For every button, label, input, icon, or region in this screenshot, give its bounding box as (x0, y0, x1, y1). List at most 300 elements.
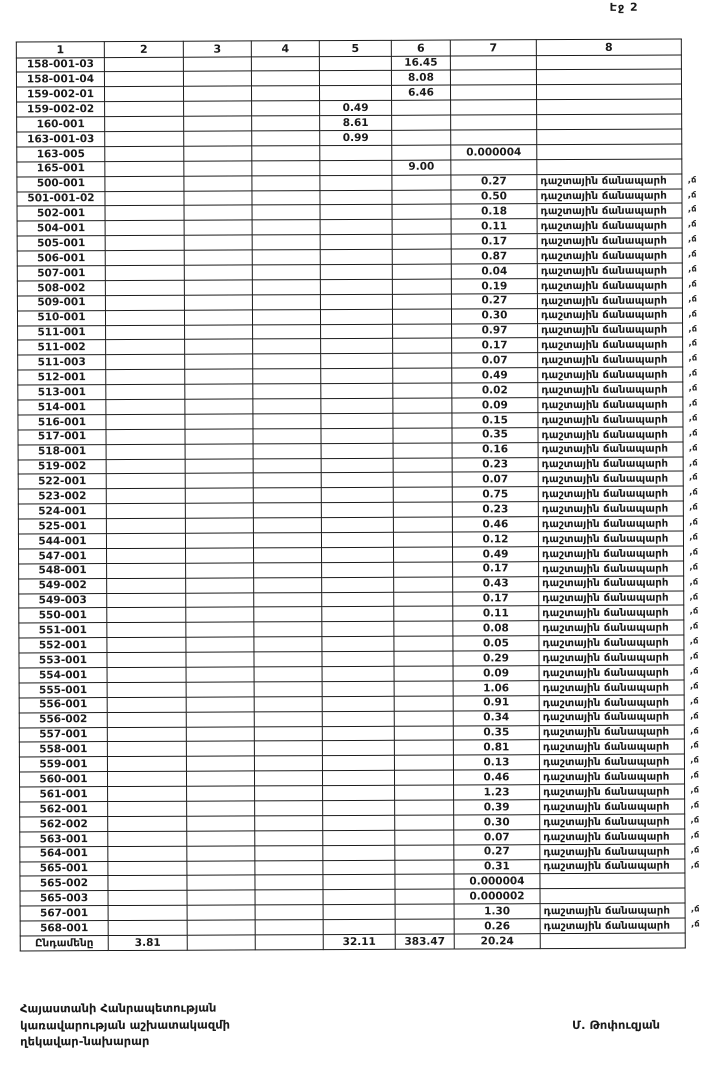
cell-col6 (393, 413, 452, 428)
cell-col7: 0.46 (452, 517, 538, 532)
cell-col8 (540, 844, 700, 860)
cell-col4 (253, 503, 321, 518)
cell-col3 (183, 86, 251, 101)
cell-col8 (537, 293, 697, 309)
overflow-text: ,ճ (689, 606, 699, 617)
cell-col4 (255, 801, 323, 816)
cell-col6 (394, 755, 453, 770)
cell-col5 (322, 771, 394, 786)
cell-col8 (536, 84, 681, 100)
cell-col8 (538, 382, 698, 398)
cell-col6 (392, 234, 451, 249)
cell-col4 (254, 548, 322, 563)
land-use-label: դաշտային ճանապարհ (543, 845, 670, 858)
cell-col4 (255, 845, 323, 860)
parcel-code: 511-001 (18, 325, 106, 340)
column-header: 3 (183, 41, 251, 57)
parcel-code: 505-001 (17, 236, 105, 251)
cell-col5 (322, 622, 394, 637)
cell-col2 (107, 578, 186, 593)
cell-col2 (108, 801, 187, 816)
cell-col8 (538, 501, 698, 517)
land-use-label: դաշտային ճանապարհ (541, 398, 668, 411)
land-use-label: դաշտային ճանապարհ (541, 368, 668, 382)
land-use-label: դաշտային ճանապարհ (541, 457, 669, 471)
cell-col5 (321, 324, 393, 339)
parcel-code: 556-001 (19, 697, 107, 712)
cell-col2 (107, 593, 186, 608)
overflow-text: ,ճ (689, 562, 699, 573)
cell-col6 (393, 502, 452, 517)
cell-col7: 0.12 (452, 532, 538, 547)
cell-col7: 0.19 (451, 279, 537, 294)
overflow-text: ,ճ (690, 904, 700, 915)
parcel-code: 562-001 (20, 802, 108, 817)
cell-col7: 0.27 (451, 293, 537, 308)
land-use-label: դաշտային ճանապարհ (542, 711, 670, 724)
cell-col3 (185, 324, 253, 339)
cell-col8 (539, 605, 699, 621)
parcel-code: 549-003 (19, 593, 107, 608)
cell-col8 (538, 427, 698, 443)
cell-col8 (538, 367, 698, 383)
cell-col2 (108, 861, 187, 876)
cell-col6 (394, 562, 453, 577)
cell-col7 (450, 85, 536, 100)
cell-col5 (323, 785, 395, 800)
land-use-label: դաշտային ճանապարհ (542, 725, 670, 739)
cell-col4 (254, 696, 322, 711)
overflow-text: ,ճ (688, 443, 698, 454)
cell-col8 (537, 248, 697, 264)
parcel-code: 525-001 (18, 519, 106, 534)
cell-col8 (537, 129, 682, 145)
parcel-code: 508-002 (17, 280, 105, 295)
cell-col2 (106, 474, 185, 489)
overflow-text: ,ճ (689, 636, 699, 647)
cell-col4 (253, 414, 321, 429)
cell-col4 (255, 816, 323, 831)
cell-col8 (540, 784, 700, 800)
overflow-text: ,ճ (690, 845, 700, 856)
overflow-text: ,ճ (688, 294, 697, 305)
land-use-label: դաշտային ճանապարհ (542, 740, 670, 754)
land-use-label: դաշտային ճանապարհ (541, 383, 668, 397)
land-use-label: դաշտային ճանապարհ (540, 294, 668, 307)
parcel-code: 512-001 (18, 370, 106, 385)
cell-col6 (393, 428, 452, 443)
land-use-label: դաշտային ճանապարհ (541, 472, 669, 486)
cell-col6: 16.45 (391, 56, 450, 71)
cell-col7: 0.17 (452, 338, 538, 353)
cell-col7: 0.04 (451, 264, 537, 279)
overflow-text: ,ճ (690, 770, 700, 781)
cell-col5 (321, 398, 393, 413)
org-line-2: կառավարության աշխատակազմի (20, 1017, 231, 1032)
cell-col5 (321, 369, 393, 384)
parcel-code: 565-001 (20, 861, 108, 876)
cell-col8 (537, 203, 697, 219)
cell-col3 (187, 890, 255, 905)
cell-col6 (393, 398, 452, 413)
cell-col5 (323, 890, 395, 905)
parcel-code: 556-002 (19, 712, 107, 727)
cell-col2 (106, 459, 185, 474)
land-use-label: դաշտային ճանապարհ (541, 413, 668, 426)
land-use-label: դաշտային ճանապարհ (542, 621, 669, 635)
cell-col3 (186, 682, 254, 697)
cell-col8 (539, 650, 699, 666)
cell-col6 (395, 889, 454, 904)
page-number-label: Էջ 2 (609, 0, 639, 14)
cell-col4 (253, 339, 321, 354)
cell-col7: 0.000004 (454, 874, 540, 889)
land-use-label: դաշտային ճանապարհ (542, 606, 669, 620)
cell-col2 (105, 131, 184, 146)
cell-col2 (105, 101, 184, 116)
column-header: 2 (104, 41, 183, 57)
cell-col8 (537, 144, 682, 160)
cell-col8 (539, 561, 699, 577)
cell-col4 (252, 116, 320, 131)
cell-col5 (319, 56, 391, 71)
cell-col4 (254, 756, 322, 771)
cell-col3 (185, 414, 253, 429)
cell-col7 (450, 55, 536, 70)
total-row (20, 933, 685, 951)
cell-col2 (105, 265, 184, 280)
cell-col5: 0.49 (320, 100, 392, 115)
cell-col4 (254, 577, 322, 592)
overflow-text: ,ճ (688, 413, 698, 424)
cell-col4 (251, 56, 319, 71)
cell-col4 (253, 443, 321, 458)
overflow-text: ,ճ (690, 815, 700, 826)
cell-col5 (322, 577, 394, 592)
cell-col5 (323, 860, 395, 875)
parcel-code: 568-001 (20, 921, 108, 936)
cell-col3 (186, 563, 254, 578)
cell-col5 (321, 413, 393, 428)
cell-col8 (538, 323, 698, 339)
land-use-label: դաշտային ճանապարհ (542, 591, 669, 605)
cell-col7: 0.11 (451, 219, 537, 234)
land-use-label: դաշտային ճանապարհ (542, 755, 670, 769)
land-use-label: դաշտային ճանապարհ (540, 234, 668, 248)
cell-col6 (394, 711, 453, 726)
total-label: Ընդամենը (20, 936, 108, 951)
cell-col5 (322, 592, 394, 607)
cell-col2 (105, 295, 184, 310)
cell-col2 (107, 757, 186, 772)
cell-col5 (323, 800, 395, 815)
parcel-code: 555-001 (19, 682, 107, 697)
cell-col3 (186, 741, 254, 756)
cell-col8 (538, 412, 698, 428)
cell-col6 (393, 324, 452, 339)
cell-col7 (451, 159, 537, 174)
cell-col7: 0.09 (452, 398, 538, 413)
cell-col5 (321, 383, 393, 398)
cell-col5 (321, 532, 393, 547)
cell-col6 (394, 726, 453, 741)
overflow-text: ,ճ (688, 249, 697, 260)
parcel-code: 519-002 (18, 459, 106, 474)
cell-col4 (253, 488, 321, 503)
cell-col7: 0.17 (451, 234, 537, 249)
cell-col7: 0.09 (453, 666, 539, 681)
cell-col2 (108, 891, 187, 906)
cell-col5 (320, 145, 392, 160)
cell-col8 (539, 665, 699, 681)
cell-col3 (186, 697, 254, 712)
land-use-label: դաշտային ճանապարհ (541, 532, 669, 545)
cell-col5 (319, 71, 391, 86)
cell-col4 (253, 384, 321, 399)
cell-col4 (255, 786, 323, 801)
cell-col4 (255, 890, 323, 905)
cell-col5 (320, 249, 392, 264)
parcel-code: 510-001 (17, 310, 105, 325)
cell-col8 (537, 159, 682, 175)
cell-col4 (254, 652, 322, 667)
parcel-code: 160-001 (17, 117, 105, 132)
cell-col6 (395, 845, 454, 860)
cell-col3 (187, 816, 255, 831)
cell-col7: 0.07 (452, 353, 538, 368)
cell-col4 (252, 145, 320, 160)
signatory-title-block (20, 1000, 230, 1050)
parcel-code: 511-002 (18, 340, 106, 355)
overflow-text: ,ճ (688, 368, 698, 379)
parcel-code: 554-001 (19, 668, 107, 683)
cell-col4 (253, 399, 321, 414)
cell-col6 (395, 815, 454, 830)
cell-col3 (185, 488, 253, 503)
cell-col3 (187, 831, 255, 846)
column-header: 6 (391, 40, 450, 56)
cell-col5 (320, 264, 392, 279)
parcel-code: 502-001 (17, 206, 105, 221)
cell-col6 (392, 145, 451, 160)
cell-col3 (187, 935, 255, 950)
cell-col6: 9.00 (392, 160, 451, 175)
parcel-code: 506-001 (17, 251, 105, 266)
cell-col3 (185, 473, 253, 488)
cell-col7: 0.11 (453, 606, 539, 621)
cell-col6 (394, 547, 453, 562)
cell-col8 (538, 442, 698, 458)
cell-col6 (394, 681, 453, 696)
cell-col7: 0.17 (453, 591, 539, 606)
cell-col4 (253, 533, 321, 548)
cell-col8 (539, 710, 699, 726)
land-use-label: դաշտային ճանապարհ (542, 696, 670, 709)
cell-col8 (538, 457, 698, 473)
cell-col8 (539, 740, 699, 756)
cell-col2 (108, 905, 187, 920)
land-use-label: դաշտային ճանապարհ (541, 443, 668, 456)
cell-col8 (540, 918, 700, 934)
cell-col6 (392, 130, 451, 145)
cell-col3 (185, 503, 253, 518)
cell-col2 (108, 876, 187, 891)
overflow-text: ,ճ (690, 919, 700, 930)
cell-col7: 0.49 (453, 547, 539, 562)
parcel-code: 523-002 (18, 489, 106, 504)
cell-col6 (393, 383, 452, 398)
cell-col3 (186, 771, 254, 786)
cell-col3 (184, 250, 252, 265)
overflow-text: ,ճ (689, 651, 699, 662)
cell-col8 (540, 814, 700, 830)
cell-col7: 1.30 (454, 904, 540, 919)
cell-col5: 32.11 (323, 934, 395, 949)
cell-col8 (539, 769, 700, 785)
cell-col2 (106, 369, 185, 384)
cell-col5 (321, 488, 393, 503)
parcel-code: 516-001 (18, 414, 106, 429)
cell-col2 (104, 72, 183, 87)
cell-col8 (537, 174, 697, 190)
parcel-code: 544-001 (18, 534, 106, 549)
cell-col3 (185, 354, 253, 369)
column-header: 1 (16, 42, 104, 58)
cell-col4 (253, 518, 321, 533)
overflow-text: ,ճ (688, 428, 698, 439)
cell-col2 (106, 340, 185, 355)
cell-col2 (104, 57, 183, 72)
cell-col3 (184, 265, 252, 280)
parcel-code: 507-001 (17, 266, 105, 281)
cell-col5 (321, 517, 393, 532)
cell-col4 (254, 592, 322, 607)
cell-col5 (321, 339, 393, 354)
cell-col2 (107, 682, 186, 697)
cell-col8 (537, 189, 697, 205)
cell-col3 (187, 875, 255, 890)
overflow-text: ,ճ (689, 577, 699, 588)
cell-col3 (184, 190, 252, 205)
parcel-code: 564-001 (20, 846, 108, 861)
cell-col2 (107, 742, 186, 757)
cell-col5 (320, 309, 392, 324)
cell-col5 (322, 726, 394, 741)
cell-col7: 0.97 (452, 323, 538, 338)
land-use-label: դաշտային ճանապարհ (542, 681, 669, 694)
cell-col6 (394, 636, 453, 651)
cell-col6 (395, 785, 454, 800)
land-use-label: դաշտային ճանապարհ (541, 487, 669, 501)
parcel-code: 561-001 (20, 787, 108, 802)
cell-col8 (540, 874, 685, 890)
cell-col5 (320, 175, 392, 190)
cell-col3 (186, 726, 254, 741)
land-use-label: դաշտային ճանապարհ (540, 264, 668, 277)
cell-col4 (255, 860, 323, 875)
cell-col8 (539, 635, 699, 651)
cell-col2 (108, 786, 187, 801)
parcel-code: 548-001 (19, 563, 107, 578)
cell-col3 (186, 548, 254, 563)
land-use-label: դաշտային ճանապարհ (540, 189, 667, 203)
overflow-text: ,ճ (687, 204, 697, 215)
cell-col4 (253, 369, 321, 384)
cell-col3 (184, 116, 252, 131)
land-use-label: դաշտային ճանապարհ (542, 547, 669, 560)
cell-col7: 0.35 (453, 725, 539, 740)
land-use-label: դաշտային ճանապարհ (542, 666, 669, 679)
overflow-text: ,ճ (687, 175, 697, 186)
land-use-label: դաշտային ճանապարհ (540, 204, 667, 218)
cell-col3 (185, 429, 253, 444)
parcel-code: 165-001 (17, 161, 105, 176)
cell-col8 (537, 308, 698, 324)
overflow-text: ,ճ (687, 234, 697, 245)
cell-col5 (320, 294, 392, 309)
cell-col2 (107, 548, 186, 563)
cell-col5 (322, 547, 394, 562)
column-header: 7 (450, 40, 536, 56)
cell-col8 (537, 263, 697, 279)
cell-col4 (254, 637, 322, 652)
overflow-text: ,ճ (688, 383, 698, 394)
cell-col7: 0.05 (453, 636, 539, 651)
cell-col2 (106, 444, 185, 459)
cell-col4 (252, 101, 320, 116)
land-use-label: դաշտային ճանապարհ (543, 785, 670, 799)
parcel-code: 159-002-01 (16, 87, 104, 102)
cell-col3 (186, 652, 254, 667)
cell-col6 (395, 904, 454, 919)
parcel-code: 158-001-03 (16, 57, 104, 72)
cell-col7: 1.06 (453, 681, 539, 696)
cell-col8 (540, 903, 700, 919)
cell-col6 (392, 294, 451, 309)
cell-col3 (187, 801, 255, 816)
cell-col7 (451, 115, 537, 130)
land-use-label: դաշտային ճանապարհ (543, 860, 670, 873)
cell-col2 (105, 280, 184, 295)
land-use-label: դաշտային ճանապարհ (540, 219, 667, 233)
cell-col8 (537, 233, 697, 249)
cell-col3 (185, 384, 253, 399)
cell-col2 (105, 146, 184, 161)
cell-col7: 0.15 (452, 413, 538, 428)
cell-col6 (393, 353, 452, 368)
cell-col4 (254, 682, 322, 697)
cell-col5 (322, 696, 394, 711)
cell-col2 (108, 920, 187, 935)
cell-col5 (322, 607, 394, 622)
parcel-code: 562-002 (20, 816, 108, 831)
cell-col4 (252, 294, 320, 309)
cell-col7: 0.27 (451, 174, 537, 189)
cell-col3 (187, 905, 255, 920)
cell-col4 (253, 324, 321, 339)
parcel-code: 158-001-04 (16, 72, 104, 87)
cell-col7 (451, 130, 537, 145)
cell-col8 (538, 397, 698, 413)
overflow-text: ,ճ (689, 472, 698, 483)
cell-col5 (319, 86, 391, 101)
cell-col8 (538, 531, 698, 547)
cell-col3 (184, 220, 252, 235)
land-parcel-table (16, 39, 700, 952)
cell-col4 (252, 250, 320, 265)
cell-col2 (105, 310, 184, 325)
cell-col6 (395, 800, 454, 815)
